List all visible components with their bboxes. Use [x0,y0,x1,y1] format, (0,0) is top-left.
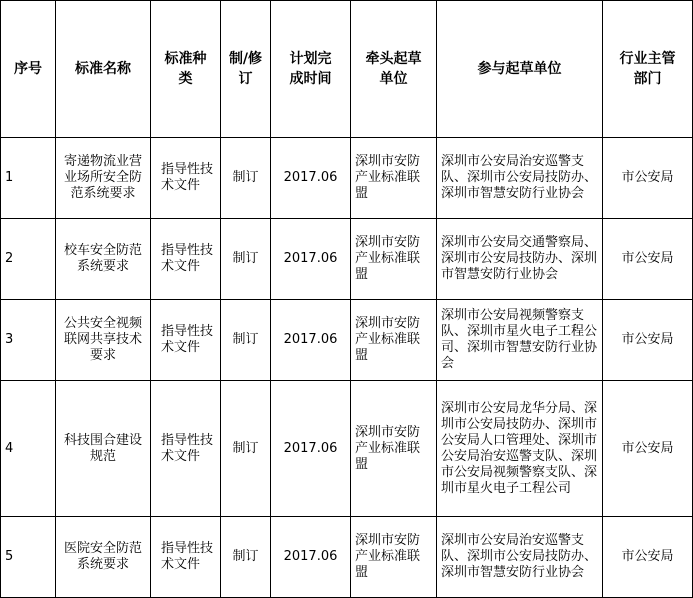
cell-seq: 2 [1,219,56,300]
cell-lead: 深圳市安防产业标准联盟 [351,381,437,517]
header-name: 标准名称 [56,1,151,138]
cell-type: 指导性技术文件 [151,138,221,219]
cell-type: 指导性技术文件 [151,517,221,598]
cell-participants: 深圳市公安局治安巡警支队、深圳市公安局技防办、深圳市智慧安防行业协会 [437,517,603,598]
cell-seq: 1 [1,138,56,219]
table-row [1,381,693,517]
cell-name: 校车安全防范系统要求 [56,219,151,300]
table-row [1,138,693,219]
cell-dept: 市公安局 [603,381,693,517]
cell-participants: 深圳市公安局治安巡警支队、深圳市公安局技防办、深圳市智慧安防行业协会 [437,138,603,219]
cell-name: 科技围合建设规范 [56,381,151,517]
cell-participants: 深圳市公安局龙华分局、深圳市公安局技防办、深圳市公安局人口管理处、深圳市公安局治安巡警支队、深圳市公安局视频警察支队、深圳市星火电子工程公司 [437,381,603,517]
header-participants: 参与起草单位 [437,1,603,138]
cell-dept: 市公安局 [603,219,693,300]
header-lead: 牵头起草单位 [351,1,437,138]
cell-seq: 5 [1,517,56,598]
cell-name: 医院安全防范系统要求 [56,517,151,598]
cell-plan: 2017.06 [271,517,351,598]
cell-dept: 市公安局 [603,300,693,381]
cell-mode: 制订 [221,300,271,381]
header-row [1,1,693,138]
cell-lead: 深圳市安防产业标准联盟 [351,300,437,381]
cell-participants: 深圳市公安局交通警察局、深圳市公安局技防办、深圳市智慧安防行业协会 [437,219,603,300]
cell-mode: 制订 [221,138,271,219]
cell-lead: 深圳市安防产业标准联盟 [351,517,437,598]
table-row [1,219,693,300]
header-plan: 计划完成时间 [271,1,351,138]
header-mode: 制/修订 [221,1,271,138]
cell-lead: 深圳市安防产业标准联盟 [351,138,437,219]
cell-plan: 2017.06 [271,300,351,381]
header-seq: 序号 [1,1,56,138]
cell-type: 指导性技术文件 [151,381,221,517]
cell-mode: 制订 [221,219,271,300]
cell-type: 指导性技术文件 [151,219,221,300]
cell-dept: 市公安局 [603,138,693,219]
cell-dept: 市公安局 [603,517,693,598]
table-row [1,517,693,598]
cell-name: 公共安全视频联网共享技术要求 [56,300,151,381]
header-dept: 行业主管部门 [603,1,693,138]
cell-participants: 深圳市公安局视频警察支队、深圳市星火电子工程公司、深圳市智慧安防行业协会 [437,300,603,381]
cell-mode: 制订 [221,381,271,517]
cell-seq: 3 [1,300,56,381]
cell-plan: 2017.06 [271,138,351,219]
cell-plan: 2017.06 [271,219,351,300]
header-type: 标准种类 [151,1,221,138]
table-row [1,300,693,381]
cell-type: 指导性技术文件 [151,300,221,381]
cell-mode: 制订 [221,517,271,598]
cell-plan: 2017.06 [271,381,351,517]
cell-lead: 深圳市安防产业标准联盟 [351,219,437,300]
cell-name: 寄递物流业营业场所安全防范系统要求 [56,138,151,219]
cell-seq: 4 [1,381,56,517]
